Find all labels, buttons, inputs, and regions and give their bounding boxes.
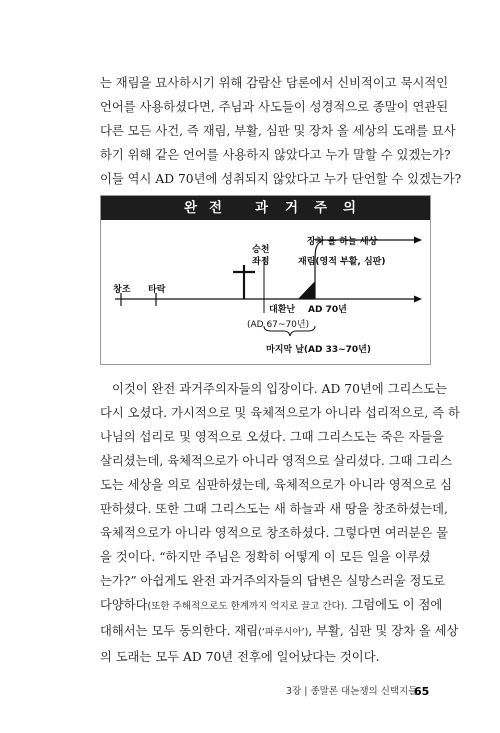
text-line: 하기 위해 같은 언어를 사용하지 않았다고 누가 말할 수 있겠는가? — [100, 148, 451, 162]
diagram-title-char: 의 — [343, 200, 357, 216]
text-line: 살리셨는데, 육체적으로가 아니라 영적으로 살리셨다. 그때 그리스 — [100, 454, 452, 468]
paragraph-1 — [100, 71, 462, 191]
label-last-days: 마지막 날(AD 33~70년) — [266, 345, 371, 355]
future-arrowhead — [414, 237, 422, 244]
page-number: 65 — [414, 685, 430, 698]
paragraph-2 — [100, 377, 460, 669]
tribulation-triangle — [298, 281, 315, 299]
page-footer — [286, 684, 432, 700]
diagram-title-char: 주 — [314, 200, 328, 216]
label-enthronement: 좌정 — [252, 257, 270, 267]
diagram-title-bar — [101, 196, 430, 220]
label-fall: 타락 — [148, 285, 166, 295]
diagram-title-char: 과 — [255, 200, 269, 216]
label-second-coming: 재림(영적 부활, 심판) — [298, 257, 386, 267]
text-run: 대해서는 모두 동의한다. 재림 — [100, 624, 259, 638]
text-line: 이것이 완전 과거주의자들의 입장이다. AD 70년에 그리스도는 — [112, 382, 447, 396]
timeline-arrowhead — [414, 296, 422, 303]
text-line: 는 재림을 묘사하시기 위해 감람산 담론에서 신비적이고 묵시적인 — [100, 76, 449, 90]
text-line — [100, 619, 459, 645]
diagram-title-char: 거 — [285, 200, 299, 216]
small-text-run: (‘파루시아’) — [258, 627, 309, 638]
text-line: 이들 역시 AD 70년에 성취되지 않았다고 누가 단언할 수 있겠는가? — [100, 172, 462, 186]
label-ascension: 승천 — [252, 245, 270, 255]
text-line: 의 도래는 모두 AD 70년 전후에 일어났다는 것이다. — [100, 650, 380, 664]
text-run: 그럼에도 이 점에 — [347, 598, 443, 612]
text-line: 다시 오셨다. 가시적으로 및 육체적으로가 아니라 섭리적으로, 즉 하 — [100, 406, 460, 420]
label-creation: 창조 — [113, 285, 131, 295]
text-line: 을 것이다. “하지만 주님은 정확히 어떻게 이 모든 일을 이루셨 — [100, 550, 431, 564]
label-ad67-70: (AD 67~70년) — [247, 320, 310, 330]
diagram-title-char: 전 — [209, 200, 223, 216]
diagram-title-char: 완 — [184, 200, 198, 216]
text-line: 는가?” 아쉽게도 완전 과거주의자들의 답변은 실망스러울 정도로 — [100, 574, 446, 588]
text-run: , 부활, 심판 및 장차 올 세상 — [308, 624, 459, 638]
label-ad70: AD 70년 — [308, 305, 347, 315]
small-text-run: (또한 주해적으로도 한계까지 억지로 끌고 간다). — [147, 601, 348, 612]
chapter-title: 3장 | 종말론 대논쟁의 신택지들 — [286, 686, 418, 697]
label-tribulation: 대환난 — [269, 305, 296, 315]
text-line: 나님의 섭리로 및 영적으로 오셨다. 그때 그리스도는 죽은 자들을 — [100, 430, 445, 444]
text-line — [100, 593, 443, 619]
text-line: 육체적으로가 아니라 영적으로 창조하셨다. 그렇다면 여러분은 물 — [100, 526, 449, 540]
text-line: 다른 모든 사건, 즉 재림, 부활, 심판 및 장차 올 세상의 도래를 묘사 — [100, 124, 456, 138]
label-future-world: 장차 올 하늘 세상 — [307, 237, 378, 247]
text-line: 판하셨다. 또한 그때 그리스도는 새 하늘과 새 땅을 창조하셨는데, — [100, 502, 448, 516]
text-line: 언어를 사용하셨다면, 주님과 사도들이 성경적으로 종말이 연관된 — [100, 100, 449, 114]
text-line: 도는 세상을 의로 심판하셨는데, 육체적으로가 아니라 영적으로 심 — [100, 478, 452, 492]
text-run: 다양하다 — [100, 598, 148, 612]
full-preterism-diagram — [100, 195, 431, 365]
